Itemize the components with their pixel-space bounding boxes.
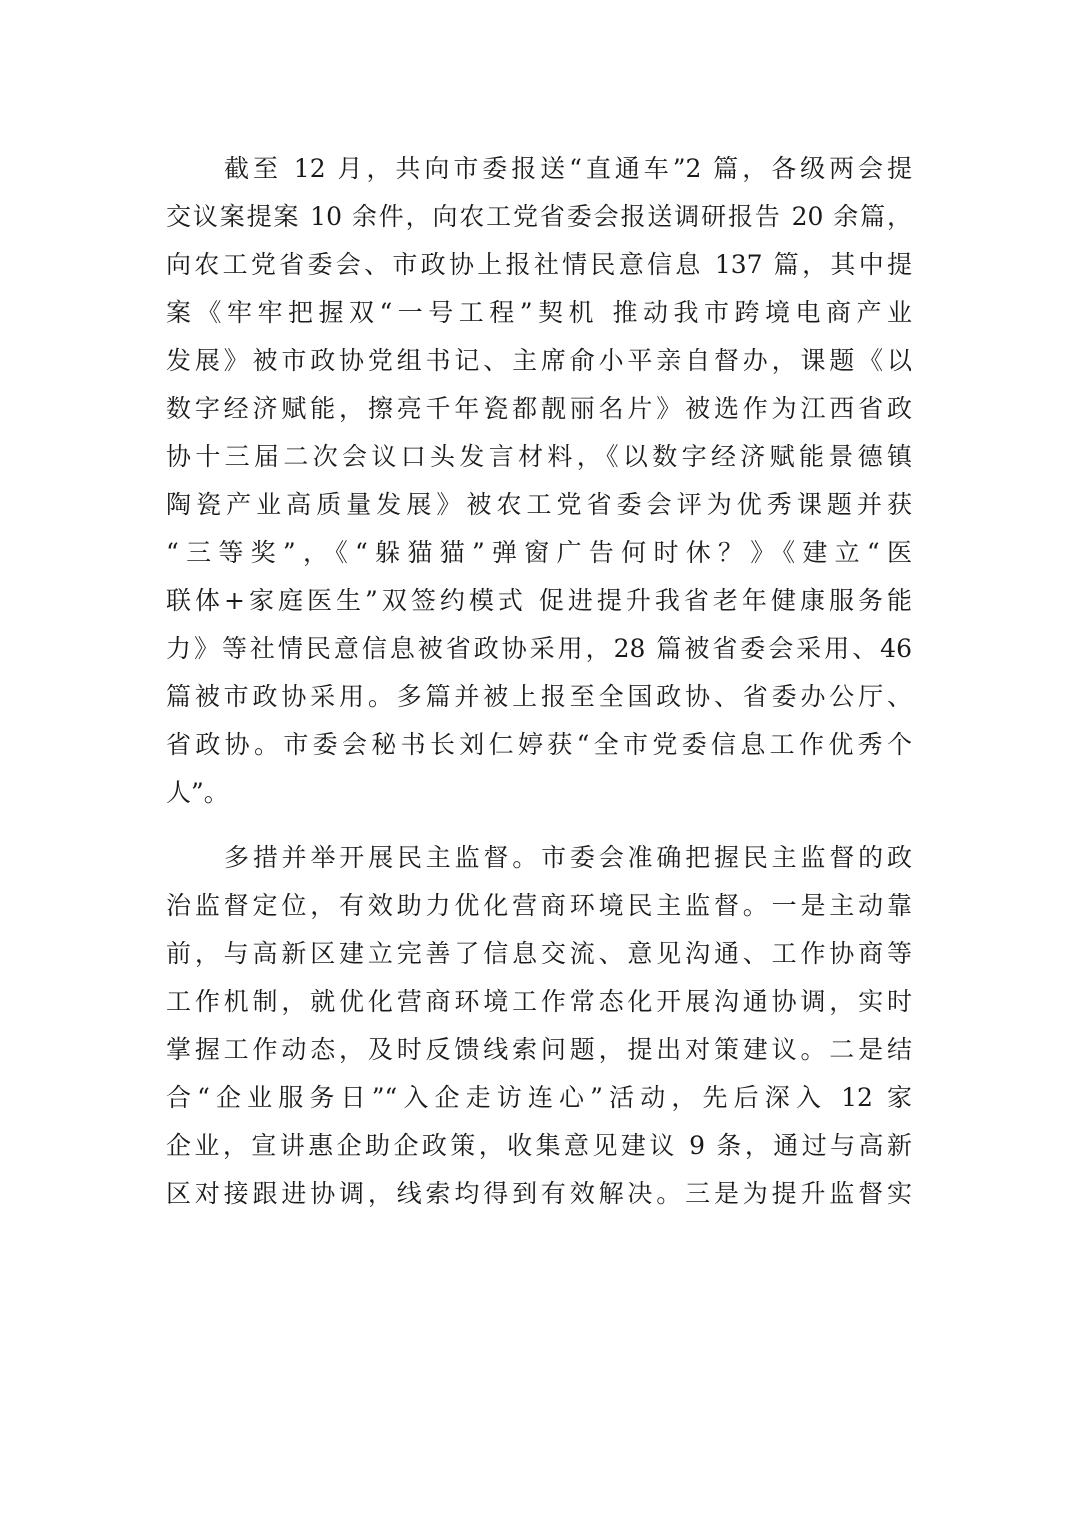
text-line: 掌握工作动态，及时反馈线索问题，提出对策建议。二是结 (166, 1035, 912, 1064)
text-line: 工作机制，就优化营商环境工作常态化开展沟通协调，实时 (166, 987, 912, 1016)
text-line: 区对接跟进协调，线索均得到有效解决。三是为提升监督实 (166, 1179, 912, 1208)
text-line: 多措并举开展民主监督。市委会准确把握民主监督的政 (224, 843, 912, 872)
text-line: 联体+家庭医生”双签约模式 促进提升我省老年健康服务能 (166, 586, 912, 615)
paragraph-spacer (166, 817, 912, 834)
text-line: “三等奖”，《“躲猫猫”弹窗广告何时休？》《建立“医 (166, 538, 912, 567)
text-line: 篇被市政协采用。多篇并被上报至全国政协、省委办公厅、 (166, 682, 912, 711)
text-line: 向农工党省委会、市政协上报社情民意信息 137 篇，其中提 (166, 250, 912, 279)
paragraph-2 (166, 834, 912, 1218)
text-line: 省政协。市委会秘书长刘仁婷获“全市党委信息工作优秀个 (166, 730, 912, 759)
text-line: 案《牢牢把握双“一号工程”契机 推动我市跨境电商产业 (166, 298, 912, 327)
text-line: 协十三届二次会议口头发言材料，《以数字经济赋能景德镇 (166, 442, 912, 471)
text-line: 人”。 (166, 778, 229, 807)
text-line: 发展》被市政协党组书记、主席俞小平亲自督办，课题《以 (166, 346, 912, 375)
text-line: 截至 12 月，共向市委报送“直通车”2 篇，各级两会提 (224, 154, 912, 183)
text-line: 治监督定位，有效助力优化营商环境民主监督。一是主动靠 (166, 891, 912, 920)
text-line: 交议案提案 10 余件，向农工党省委会报送调研报告 20 余篇， (166, 202, 912, 231)
text-line: 企业，宣讲惠企助企政策，收集意见建议 9 条，通过与高新 (166, 1131, 912, 1160)
paragraph-1 (166, 145, 912, 817)
text-line: 前，与高新区建立完善了信息交流、意见沟通、工作协商等 (166, 939, 912, 968)
text-line: 数字经济赋能，擦亮千年瓷都靓丽名片》被选作为江西省政 (166, 394, 912, 423)
body-text (166, 145, 912, 1218)
text-line: 陶瓷产业高质量发展》被农工党省委会评为优秀课题并获 (166, 490, 912, 519)
text-line: 合“企业服务日”“入企走访连心”活动，先后深入 12 家 (166, 1083, 912, 1112)
text-line: 力》等社情民意信息被省政协采用，28 篇被省委会采用、46 (166, 634, 912, 663)
